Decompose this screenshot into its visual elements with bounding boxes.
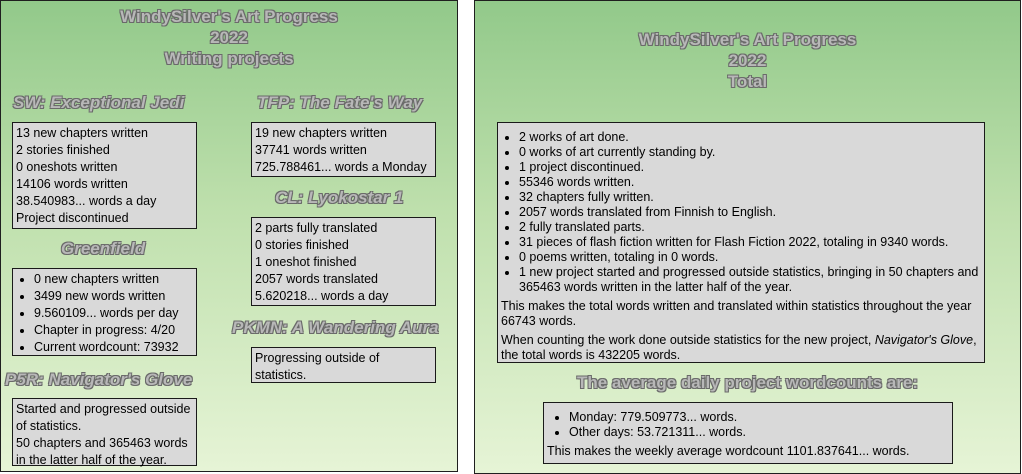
section-title-pkmn: PKMN: A Wandering Aura [232, 318, 439, 337]
section-title-cl: CL: Lyokostar 1 [275, 188, 404, 207]
outside-statistics-paragraph: When counting the work done outside statistics for the new project, Navigator's Glove, the total words is 432205 words. [501, 333, 977, 362]
greenfield-stats-box: • 0 new chapters written • 3499 new words written • 9.560109... words per day • Chapter in progress: 4/20 • Current wordcount: 73932 [12, 268, 197, 356]
total-panel [474, 0, 1021, 474]
average-heading: The average daily project wordcounts are: [576, 373, 919, 392]
pkmn-stats-box: Progressing outside of statistics. [251, 347, 436, 383]
writing-projects-panel [0, 0, 458, 472]
tfp-stats-box: 19 new chapters written 37741 words written 725.788461... words a Monday [251, 122, 436, 177]
totals-box: • 2 works of art done. • 0 works of art currently standing by. • 1 project discontinued. • 55346 words written. • 32 chapters fully written. • 2057 words translated from Finnish to English. • 2 fully translated parts. • 31 pieces of flash fiction written for Flash Fiction 2022, totaling in 9340 words. • 0 poems written, totaling in 0 words. • 1 new project started and progressed outside statistics, bringing in 50 chapters and 365463 words written in the latter half of the year. This makes the total words written and translated within statistics throughout the year 66743 words. When counting the work done outside statistics for the new project, Navigator's Glove, the total words is 432205 words. [497, 122, 985, 363]
p5r-stats-box: Started and progressed outside of statistics. 50 chapters and 365463 words in the latter half of the year. [12, 398, 197, 466]
total-words-paragraph: This makes the total words written and translated within statistics throughout the year 66743 words. [501, 299, 972, 328]
sw-stats-box: 13 new chapters written 2 stories finished 0 oneshots written 14106 words written 38.540983... words a day Project discontinued [12, 122, 197, 229]
left-title: WindySilver's Art Progress 2022 Writing projects [120, 7, 338, 68]
cl-stats-box: 2 parts fully translated 0 stories finished 1 oneshot finished 2057 words translated 5.620218... words a day [251, 217, 436, 306]
averages-box: • Monday: 779.509773... words. • Other days: 53.721311... words. This makes the weekly average wordcount 1101.837641... words. [543, 402, 953, 464]
right-title: WindySilver's Art Progress 2022 Total [638, 30, 857, 91]
section-title-sw: SW: Exceptional Jedi [13, 93, 185, 112]
section-title-p5r: P5R: Navigator's Glove [5, 370, 193, 389]
section-title-greenfield: Greenfield [61, 239, 146, 258]
section-title-tfp: TFP: The Fate's Way [257, 93, 423, 112]
weekly-average: This makes the weekly average wordcount 1101.837641... words. [547, 444, 910, 458]
